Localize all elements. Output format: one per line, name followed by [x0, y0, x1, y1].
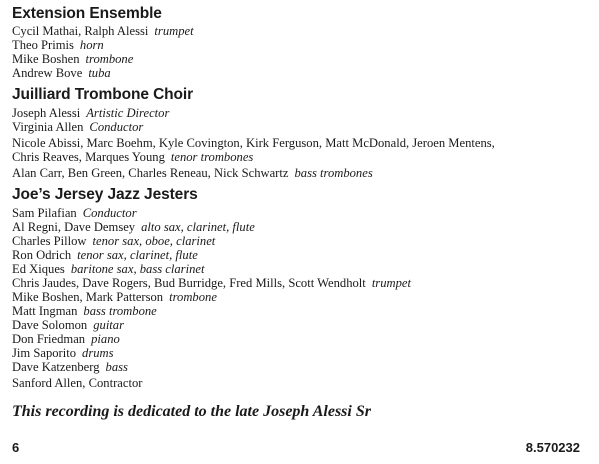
credit-names: Alan Carr, Ben Green, Charles Reneau, Nick Schwartz — [12, 166, 289, 180]
credit-names: Cycil Mathai, Ralph Alessi — [12, 24, 149, 38]
credit-names: Dave Solomon — [12, 318, 88, 332]
credit-role: drums — [82, 346, 114, 360]
credit-line — [12, 346, 114, 361]
dedication-text: This recording is dedicated to the late Joseph Alessi Sr — [12, 403, 371, 420]
page-number: 6 — [12, 440, 20, 455]
credit-line — [12, 136, 501, 151]
credit-role: bass — [105, 360, 128, 374]
credit-role: tenor trombones — [170, 150, 254, 164]
credit-line — [12, 262, 204, 277]
credit-names: Ed Xiques — [12, 262, 65, 276]
credit-names: Al Regni, Dave Demsey — [12, 220, 136, 234]
credit-line — [12, 304, 157, 319]
credit-role: trombone — [85, 52, 134, 66]
credit-names: Matt Ingman — [12, 304, 78, 318]
credit-line — [12, 206, 137, 221]
credit-role: bass trombones — [294, 166, 373, 180]
credit-line — [12, 120, 143, 135]
credit-role: bass trombone — [83, 304, 157, 318]
credit-role: tuba — [88, 66, 111, 80]
credit-line — [12, 38, 104, 53]
credit-line — [12, 66, 111, 81]
credit-role: trumpet — [371, 276, 411, 290]
credit-names: Jim Saporito — [12, 346, 77, 360]
section-title-joes-jersey-jazz-jesters: Joe’s Jersey Jazz Jesters — [12, 186, 198, 203]
credit-role: guitar — [93, 318, 125, 332]
credit-names: Theo Primis — [12, 38, 74, 52]
credit-line — [12, 360, 128, 375]
credit-line — [12, 24, 194, 39]
credit-names: Virginia Allen — [12, 120, 84, 134]
credit-names: Charles Pillow — [12, 234, 87, 248]
credit-role: Conductor — [89, 120, 144, 134]
credit-line — [12, 332, 120, 347]
credit-line — [12, 276, 411, 291]
credit-role: trombone — [169, 290, 217, 304]
catalog-number: 8.570232 — [525, 440, 580, 455]
credit-role: baritone sax, bass clarinet — [70, 262, 205, 276]
credit-names: Sanford Allen, Contractor — [12, 376, 143, 390]
credit-role: piano — [91, 332, 120, 346]
credit-line — [12, 150, 253, 165]
credit-line — [12, 248, 198, 263]
section-title-extension-ensemble: Extension Ensemble — [12, 5, 162, 22]
section-title-juilliard-trombone-choir: Juilliard Trombone Choir — [12, 86, 194, 103]
credit-names: Don Friedman — [12, 332, 86, 346]
credit-names: Nicole Abissi, Marc Boehm, Kyle Covington, Kirk Ferguson, Matt McDonald, Jeroen Mentens, — [12, 136, 495, 150]
credit-line — [12, 220, 255, 235]
credit-line — [12, 234, 215, 249]
credit-role: Conductor — [82, 206, 137, 220]
credit-line — [12, 318, 124, 333]
credit-line — [12, 376, 148, 391]
credit-names: Chris Reaves, Marques Young — [12, 150, 165, 164]
credit-names: Dave Katzenberg — [12, 360, 100, 374]
credit-line — [12, 106, 169, 121]
credit-role: alto sax, clarinet, flute — [141, 220, 255, 234]
credit-names: Joseph Alessi — [12, 106, 81, 120]
credit-line — [12, 52, 133, 67]
credit-names: Sam Pilafian — [12, 206, 77, 220]
credit-role: trumpet — [154, 24, 194, 38]
credit-role: horn — [79, 38, 104, 52]
credit-names: Mike Boshen — [12, 52, 80, 66]
credit-line — [12, 290, 217, 305]
credit-line — [12, 166, 373, 181]
credit-names: Andrew Bove — [12, 66, 83, 80]
credit-names: Mike Boshen, Mark Patterson — [12, 290, 164, 304]
credit-role: tenor sax, oboe, clarinet — [92, 234, 216, 248]
credit-names: Chris Jaudes, Dave Rogers, Bud Burridge, Fred Mills, Scott Wendholt — [12, 276, 366, 290]
credit-role: Artistic Director — [86, 106, 170, 120]
credit-role: tenor sax, clarinet, flute — [77, 248, 198, 262]
credit-names: Ron Odrich — [12, 248, 72, 262]
